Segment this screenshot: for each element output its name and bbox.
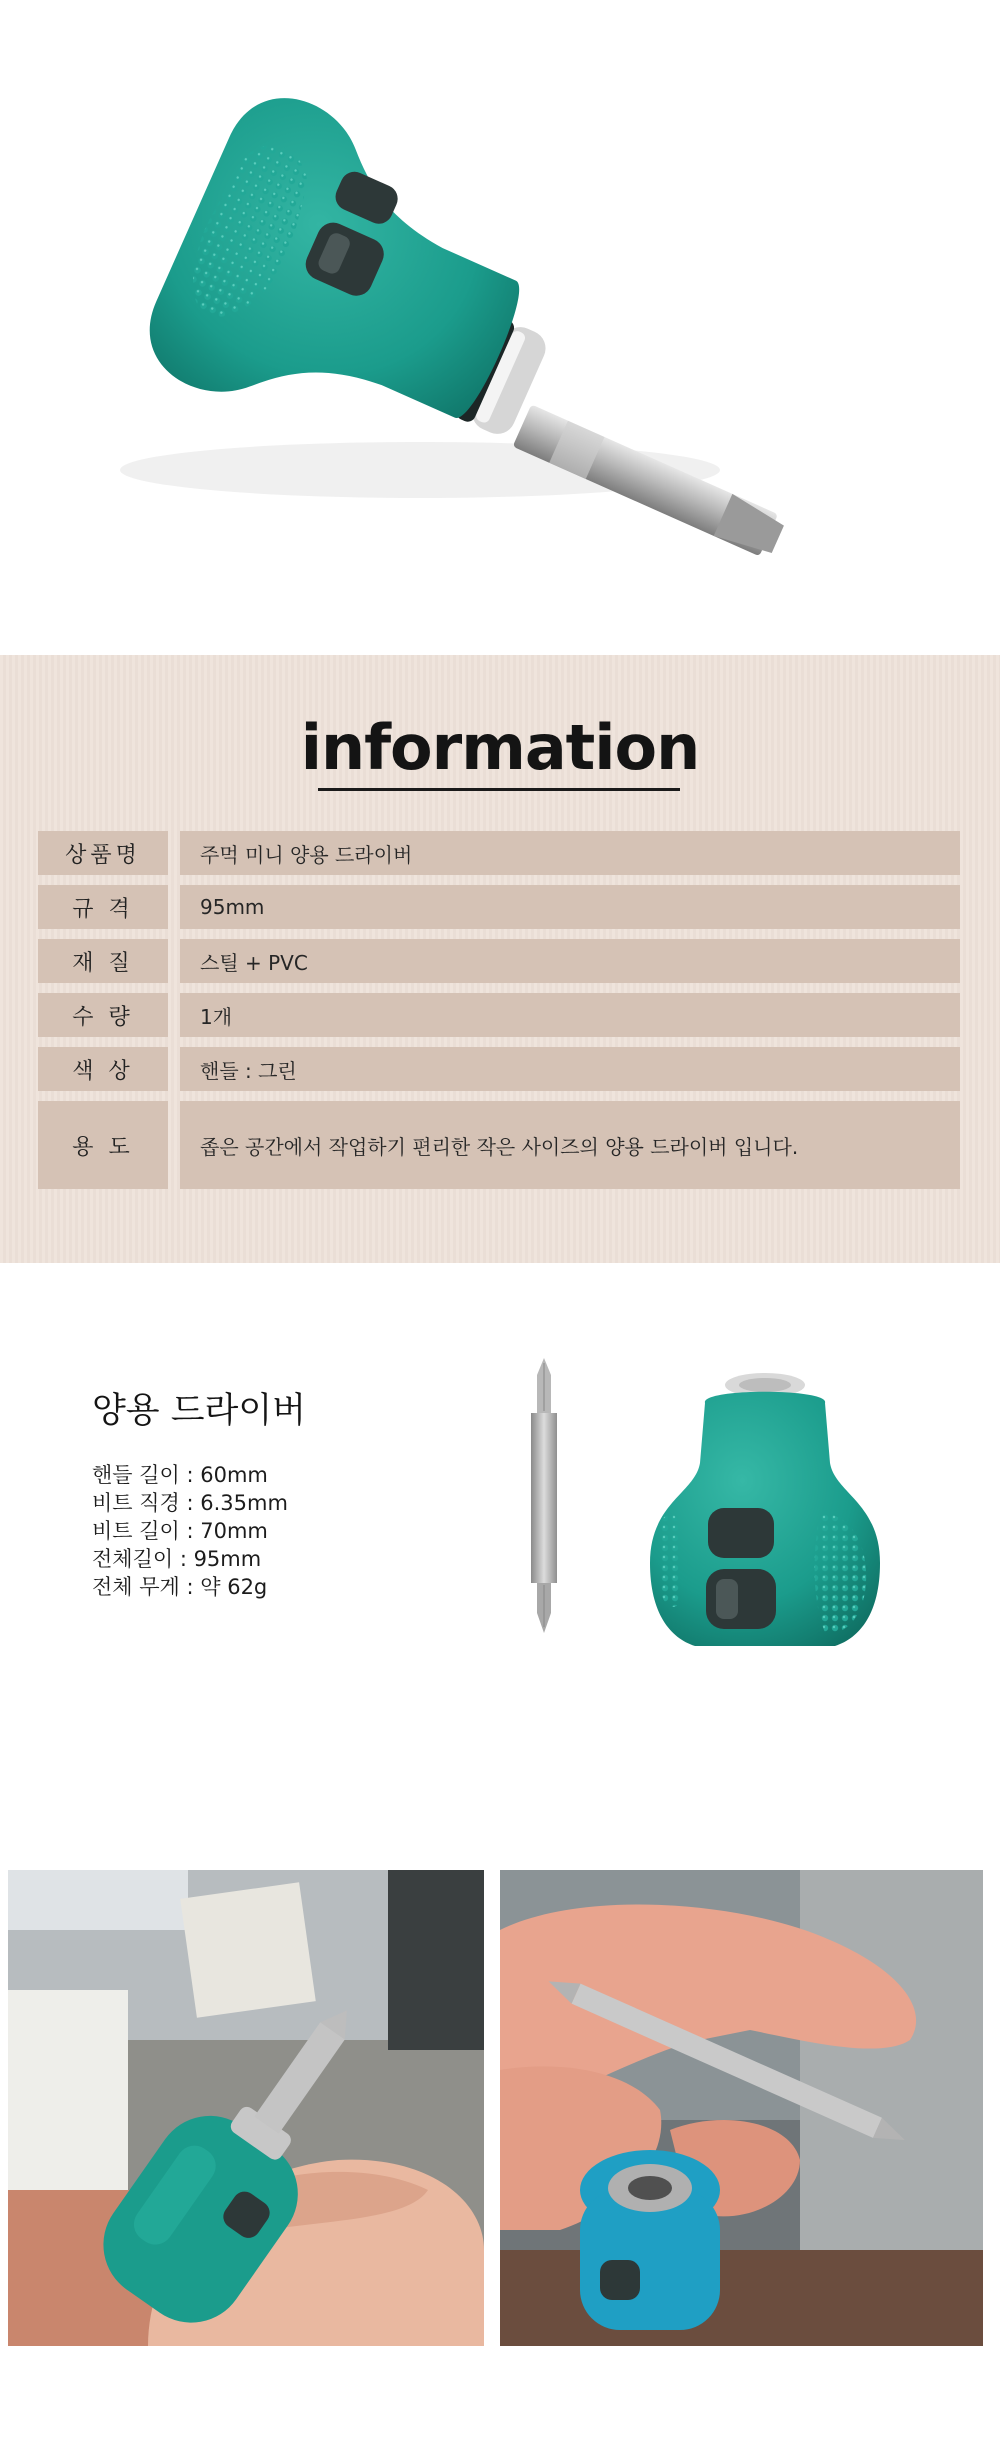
spec-line: 비트 길이 : 70mm xyxy=(92,1519,268,1543)
spec-title: 양용 드라이버 xyxy=(92,1391,306,1431)
spec-line: 비트 직경 : 6.35mm xyxy=(92,1491,288,1515)
usage-photo-left xyxy=(8,1870,484,2346)
usage-photo-right xyxy=(500,1870,983,2346)
info-value: 핸들 : 그린 xyxy=(180,1047,960,1091)
info-value: 1개 xyxy=(180,993,960,1037)
information-section xyxy=(0,655,1000,1263)
hand-holding-bit-image xyxy=(500,1870,983,2346)
information-title: information xyxy=(300,711,700,784)
bit-and-handle-illustration xyxy=(0,1263,1000,1863)
info-label: 수 량 xyxy=(38,993,168,1037)
info-value: 95mm xyxy=(180,885,960,929)
info-row-material xyxy=(38,939,960,983)
info-row-product-name xyxy=(38,831,960,875)
info-label: 규 격 xyxy=(38,885,168,929)
info-row-usage xyxy=(38,1101,960,1189)
info-label: 상품명 xyxy=(38,831,168,875)
info-row-spec xyxy=(38,885,960,929)
info-value: 주먹 미니 양용 드라이버 xyxy=(180,831,960,875)
spec-line: 전체 무게 : 약 62g xyxy=(92,1575,268,1599)
hero-product-image xyxy=(0,0,1000,655)
spec-line: 핸들 길이 : 60mm xyxy=(92,1463,268,1487)
info-label: 재 질 xyxy=(38,939,168,983)
double-bit-icon xyxy=(531,1358,557,1633)
info-value: 스틸 + PVC xyxy=(180,939,960,983)
info-label: 용 도 xyxy=(38,1101,168,1189)
screwdriver-hero-illustration xyxy=(0,0,1000,655)
handle-upright-icon xyxy=(650,1373,880,1646)
spec-line: 전체길이 : 95mm xyxy=(92,1547,262,1571)
title-underline xyxy=(318,788,680,791)
info-value: 좁은 공간에서 작업하기 편리한 작은 사이즈의 양용 드라이버 입니다. xyxy=(180,1101,960,1189)
info-row-quantity xyxy=(38,993,960,1037)
spec-section xyxy=(0,1263,1000,1863)
info-label: 색 상 xyxy=(38,1047,168,1091)
info-row-color xyxy=(38,1047,960,1091)
hand-holding-screwdriver-image xyxy=(8,1870,484,2346)
